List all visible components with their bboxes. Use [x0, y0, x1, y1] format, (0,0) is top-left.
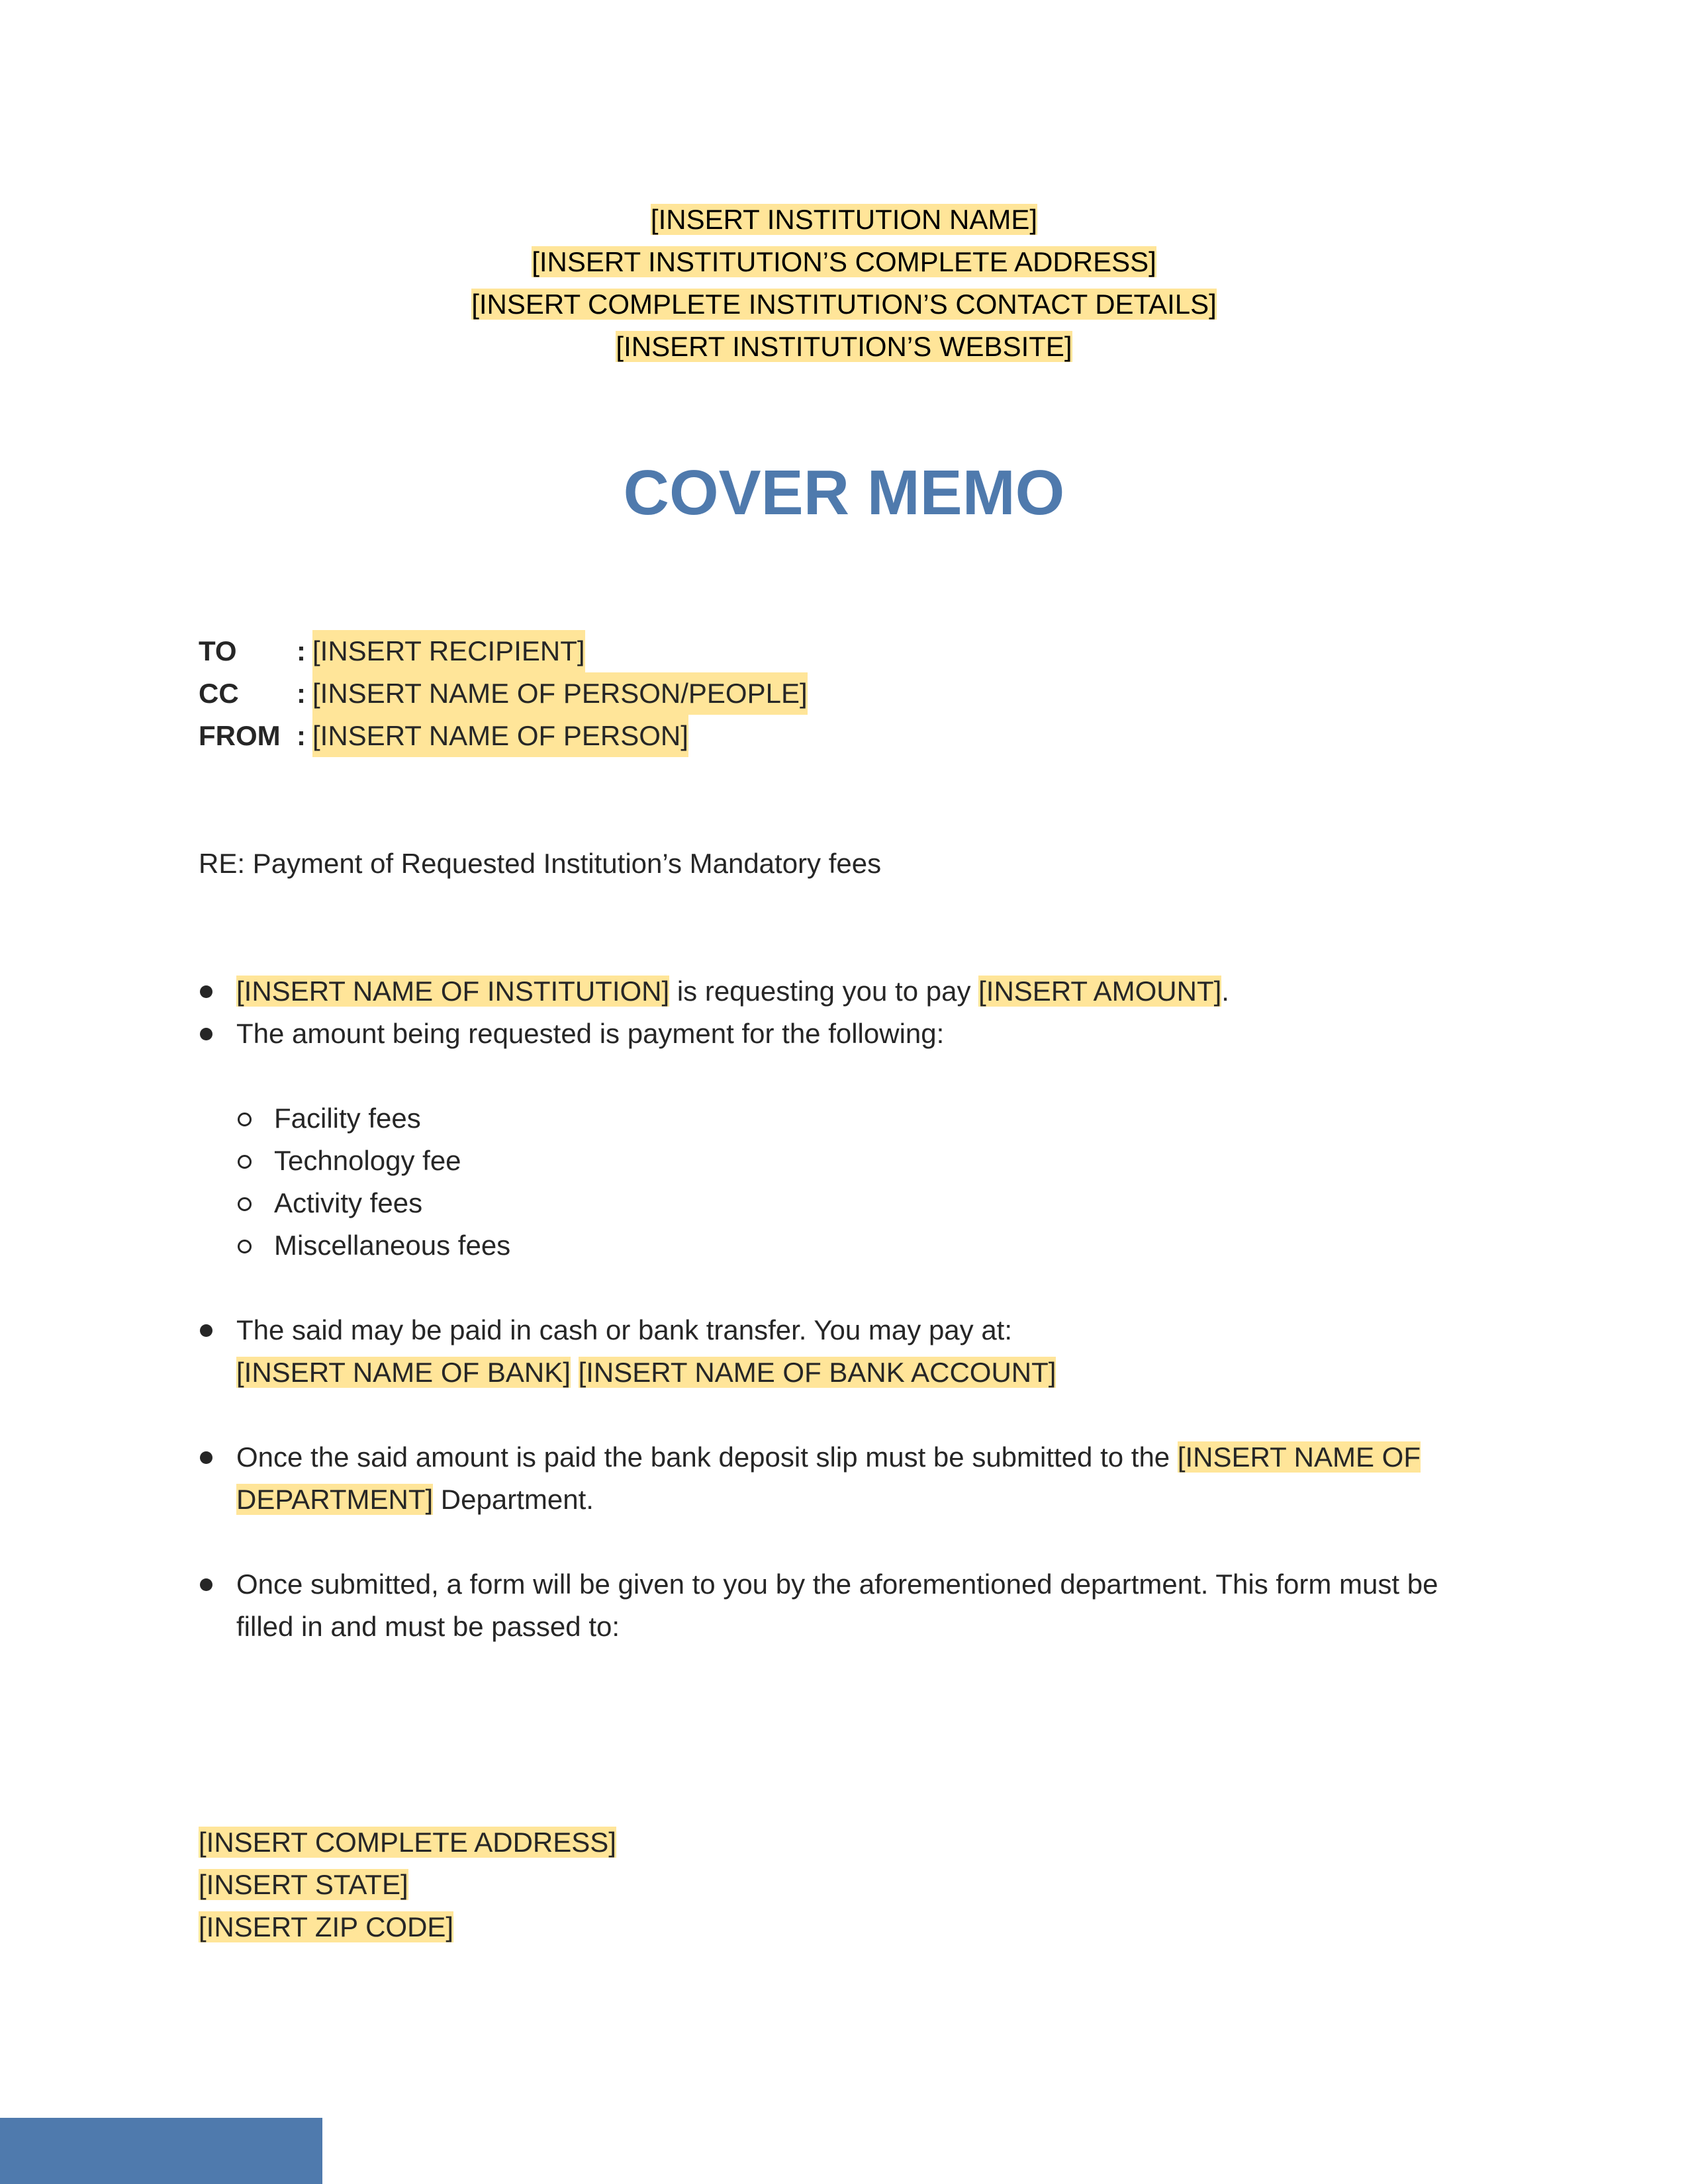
state-placeholder[interactable]: [INSERT STATE] [199, 1869, 408, 1900]
institution-website-placeholder[interactable]: [INSERT INSTITUTION’S WEBSITE] [616, 331, 1072, 362]
fee-item: Miscellaneous fees [236, 1224, 1489, 1267]
to-label: TO [199, 635, 237, 666]
institution-contact-placeholder[interactable]: [INSERT COMPLETE INSTITUTION’S CONTACT DETAILS] [471, 289, 1217, 320]
payment-request-end: . [1221, 976, 1229, 1007]
to-recipient-placeholder[interactable]: [INSERT RECIPIENT] [312, 630, 585, 672]
subject-line: RE: Payment of Requested Institution’s Mandatory fees [199, 848, 882, 879]
fee-list [199, 1097, 1489, 1267]
memo-body-list [199, 970, 1489, 1648]
bullet-payment-method [199, 1309, 1489, 1394]
bullet-payment-request [199, 970, 1489, 1013]
bullet-deposit-slip [199, 1436, 1489, 1521]
complete-address-line [199, 1821, 616, 1864]
payment-method-text: The said may be paid in cash or bank transfer. You may pay at: [236, 1314, 1013, 1345]
bullet-payment-for: The amount being requested is payment for the following: [199, 1013, 1489, 1055]
memo-from-row [199, 715, 808, 757]
institution-name-line [0, 199, 1688, 241]
bullet-form-submission: Once submitted, a form will be given to you by the aforementioned department. This form must be filled in and must be passed to: [199, 1563, 1489, 1648]
from-colon: : [297, 720, 306, 751]
institution-website-line [0, 326, 1688, 368]
deposit-slip-text: Once the said amount is paid the bank deposit slip must be submitted to the [236, 1441, 1178, 1473]
institution-contact-line [0, 283, 1688, 326]
institution-address-line [0, 241, 1688, 283]
address-block [199, 1821, 616, 1948]
amount-placeholder[interactable]: [INSERT AMOUNT] [978, 976, 1222, 1007]
institution-header [0, 199, 1688, 368]
from-label: FROM [199, 720, 281, 751]
zip-line [199, 1906, 616, 1948]
cc-colon: : [297, 678, 306, 709]
bank-account-placeholder[interactable]: [INSERT NAME OF BANK ACCOUNT] [578, 1357, 1056, 1388]
spacer [199, 1394, 1489, 1436]
footer-accent-bar [0, 2118, 322, 2184]
memo-fields [199, 630, 808, 757]
to-colon: : [297, 635, 306, 666]
payment-request-text: is requesting you to pay [669, 976, 979, 1007]
memo-cc-row [199, 672, 808, 715]
fee-item: Activity fees [236, 1182, 1489, 1224]
institution-name-placeholder[interactable]: [INSERT INSTITUTION NAME] [650, 204, 1038, 235]
page-title: COVER MEMO [623, 457, 1065, 528]
institution-address-placeholder[interactable]: [INSERT INSTITUTION’S COMPLETE ADDRESS] [532, 246, 1156, 277]
cc-people-placeholder[interactable]: [INSERT NAME OF PERSON/PEOPLE] [312, 672, 808, 715]
from-person-placeholder[interactable]: [INSERT NAME OF PERSON] [312, 715, 688, 757]
spacer [199, 1521, 1489, 1563]
complete-address-placeholder[interactable]: [INSERT COMPLETE ADDRESS] [199, 1827, 616, 1858]
state-line [199, 1864, 616, 1906]
memo-to-row [199, 630, 808, 672]
cc-label: CC [199, 678, 239, 709]
institution-name-inline-placeholder[interactable]: [INSERT NAME OF INSTITUTION] [236, 976, 670, 1007]
zip-code-placeholder[interactable]: [INSERT ZIP CODE] [199, 1911, 454, 1942]
department-placeholder[interactable]: [INSERT NAME OF DEPARTMENT] [236, 1441, 1421, 1515]
bank-name-placeholder[interactable]: [INSERT NAME OF BANK] [236, 1357, 571, 1388]
fee-item: Technology fee [236, 1140, 1489, 1182]
deposit-slip-end: Department. [433, 1484, 594, 1515]
fee-item: Facility fees [236, 1097, 1489, 1140]
